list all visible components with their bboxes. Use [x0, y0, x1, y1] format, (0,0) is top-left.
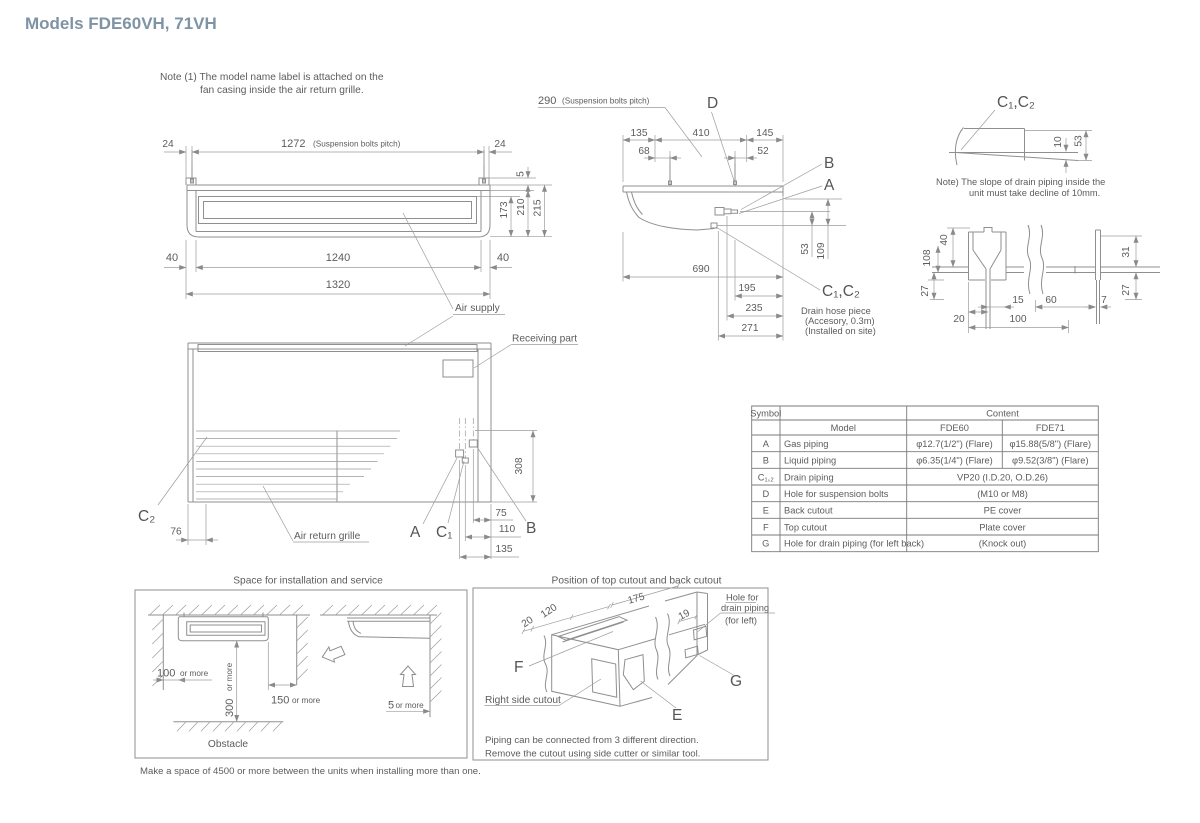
row-fde71: φ15.88(5/8") (Flare)	[1009, 439, 1092, 449]
row-sym: D	[762, 489, 770, 499]
dim-100-suffix: or more	[180, 669, 209, 678]
grille-hatch	[196, 431, 400, 499]
dim-52: 52	[757, 146, 769, 157]
install-box	[135, 576, 481, 778]
dim-24-right: 24	[494, 139, 506, 150]
dim-53: 53	[800, 243, 811, 255]
table-row	[763, 522, 1026, 532]
label-E-leader	[641, 681, 677, 708]
dim-27-left: 27	[920, 285, 931, 297]
drain-note-2: (Accesory, 0.3m)	[805, 316, 875, 326]
dim-300-or-more: 300	[224, 698, 236, 717]
row-content: Plate cover	[979, 522, 1026, 533]
note1-line2: fan casing inside the air return grille.	[200, 85, 364, 96]
label-E: E	[672, 707, 683, 724]
dim-1272: 1272	[281, 138, 306, 150]
row-item: Hole for drain piping (for left back)	[784, 538, 925, 549]
air-return-label: Air return grille	[294, 531, 361, 542]
row-item: Top cutout	[784, 522, 827, 533]
table-row	[763, 439, 1091, 449]
label-B-front: B	[526, 520, 537, 537]
col-fde60: FDE60	[940, 423, 969, 433]
table-row	[758, 472, 1048, 482]
label-B: B	[824, 155, 835, 172]
dim-108: 108	[922, 249, 933, 267]
receiving-part-leader	[474, 344, 578, 368]
receiving-part-label: Receiving part	[512, 333, 578, 345]
row-sym: E	[762, 505, 769, 516]
label-A-leader	[739, 186, 822, 214]
top-view	[162, 138, 552, 346]
row-sym: C₁,₂	[757, 472, 774, 483]
dim-109: 109	[816, 242, 827, 260]
dim-135-front: 135	[495, 544, 513, 555]
dim-271: 271	[741, 323, 759, 334]
drain-note-3: (Installed on site)	[805, 326, 876, 336]
dim-40-left: 40	[165, 252, 179, 264]
dim-31: 31	[1121, 246, 1132, 258]
row-sym: A	[762, 439, 769, 449]
table-row	[762, 489, 1027, 499]
dim-19: 19	[676, 607, 692, 623]
cutout-title: Position of top cutout and back cutout	[551, 575, 722, 587]
row-content: VP20 (I.D.20, O.D.26)	[957, 472, 1048, 483]
dim-1240: 1240	[325, 252, 351, 264]
right-side-cutout-label: Right side cutout	[485, 695, 561, 706]
dim-175: 175	[626, 591, 646, 607]
linework	[623, 156, 783, 230]
label-B-leader	[741, 164, 822, 210]
dim-290-leader	[538, 108, 702, 158]
dim-215: 215	[532, 199, 544, 217]
dim-235: 235	[745, 303, 763, 314]
label-C1C2-detail-leader	[961, 110, 995, 150]
dim-68: 68	[638, 146, 650, 157]
label-A-front: A	[410, 524, 421, 541]
cutout-note-1: Piping can be connected from 3 different direction.	[485, 735, 699, 746]
label-G: G	[730, 673, 743, 690]
row-item: Hole for suspension bolts	[784, 489, 889, 499]
dim-40-right: 40	[496, 252, 510, 264]
row-fde60: φ12.7(1/2") (Flare)	[916, 439, 993, 449]
dim-120: 120	[539, 602, 560, 621]
row-item: Drain piping	[784, 472, 834, 483]
label-C2-leader	[158, 437, 207, 505]
dim-135: 135	[630, 128, 648, 139]
linework	[186, 150, 490, 237]
drain-note-1: Drain hose piece	[801, 306, 871, 316]
dim-308: 308	[514, 457, 525, 475]
air-supply-label: Air supply	[455, 303, 500, 314]
label-C1C2: C₁,C₂	[822, 283, 860, 300]
dim-53-slope: 53	[1073, 135, 1085, 147]
piping-centerlines	[460, 418, 474, 458]
label-C1-front: C₁	[436, 524, 453, 541]
airflow-up-arrow-icon	[401, 666, 416, 687]
hole-drain-label-1: Hole for	[726, 592, 759, 603]
install-title: Space for installation and service	[233, 575, 383, 587]
row-sym: G	[762, 538, 770, 549]
col-model: Model	[830, 423, 856, 433]
dim-410: 410	[692, 128, 710, 139]
dim-145: 145	[756, 128, 774, 139]
col-fde71: FDE71	[1035, 423, 1065, 433]
row-content: (Knock out)	[978, 538, 1027, 549]
dim-195: 195	[738, 283, 756, 294]
dim-40: 40	[939, 234, 950, 246]
dim-150-suffix: or more	[292, 696, 321, 705]
row-sym: B	[762, 455, 769, 466]
dimension-lines	[164, 146, 552, 299]
dim-5: 5	[515, 171, 527, 177]
header	[25, 14, 384, 96]
label-G-leader	[700, 656, 734, 676]
page-title: Models FDE60VH, 71VH	[25, 14, 217, 33]
label-D: D	[707, 95, 719, 112]
dim-150-or-more: 150	[271, 694, 290, 707]
dim-300-suffix: or more	[225, 662, 234, 691]
label-C1C2-detail: C₁,C₂	[997, 94, 1035, 111]
airflow-left-arrow-icon	[320, 644, 346, 665]
slope-detail	[936, 94, 1105, 198]
obstacle-label: Obstacle	[207, 739, 249, 750]
col-symbol: Symbol	[750, 408, 782, 419]
isometric-linework	[519, 583, 708, 706]
dim-20: 20	[953, 314, 965, 325]
dim-7: 7	[1101, 295, 1107, 306]
cutout-note-2: Remove the cutout using side cutter or similar tool.	[485, 748, 701, 760]
table-row	[763, 506, 1022, 516]
dim-5-or-more: 5	[388, 699, 395, 712]
dim-100: 100	[1009, 314, 1027, 325]
dim-75: 75	[495, 508, 507, 519]
row-content: PE cover	[983, 505, 1022, 516]
slope-note-2: unit must take decline of 10mm.	[969, 188, 1101, 198]
dim-173: 173	[499, 201, 510, 219]
dim-290-suffix: (Suspension bolts pitch)	[562, 96, 650, 106]
dim-290: 290	[538, 95, 557, 107]
dim-1272-suffix: (Suspension bolts pitch)	[313, 139, 401, 149]
dim-20-cutout: 20	[519, 614, 536, 631]
dim-24-left: 24	[162, 139, 174, 150]
dim-1320: 1320	[325, 279, 351, 291]
label-C2: C₂	[138, 508, 156, 525]
dim-210: 210	[516, 198, 527, 216]
label-C1C2-leader	[716, 227, 820, 290]
label-F: F	[514, 659, 524, 676]
row-content: (M10 or M8)	[977, 489, 1028, 499]
label-A-front-leader	[423, 458, 457, 524]
dim-27-right: 27	[1121, 284, 1132, 296]
slope-note-1: Note) The slope of drain piping inside the	[936, 177, 1106, 187]
table-row	[763, 456, 1089, 466]
hole-drain-label-2: drain piping	[721, 603, 770, 613]
row-fde71: φ9.52(3/8") (Flare)	[1012, 455, 1089, 466]
note1-line1: Note (1) The model name label is attached on the	[160, 72, 384, 83]
hanger-detail	[920, 225, 1160, 333]
row-fde60: φ6.35(1/4") (Flare)	[916, 455, 993, 466]
dim-60: 60	[1045, 295, 1057, 306]
linework	[932, 225, 1160, 329]
dim-110: 110	[498, 524, 516, 535]
dim-76: 76	[170, 526, 182, 538]
col-content: Content	[986, 408, 1019, 419]
dim-10: 10	[1053, 136, 1064, 148]
label-A: A	[824, 177, 835, 194]
linework	[188, 343, 491, 502]
install-note: Make a space of 4500 or more between the units when installing more than one.	[140, 766, 481, 777]
dim-5-suffix: or more	[395, 701, 424, 710]
table-row	[762, 539, 1026, 549]
hole-drain-label-3: (for left)	[725, 615, 758, 626]
row-sym: F	[762, 522, 769, 533]
row-item: Gas piping	[784, 439, 829, 449]
piping-stubs	[456, 440, 478, 463]
dim-690: 690	[692, 264, 710, 275]
label-D-leader	[712, 112, 735, 182]
row-item: Liquid piping	[784, 455, 837, 466]
front-view	[138, 334, 578, 560]
side-view	[538, 95, 876, 341]
row-item: Back cutout	[784, 505, 833, 516]
cutout-box	[473, 576, 775, 761]
dim-15: 15	[1012, 295, 1024, 306]
spec-table	[750, 406, 1098, 552]
dim-100-or-more: 100	[157, 667, 176, 680]
